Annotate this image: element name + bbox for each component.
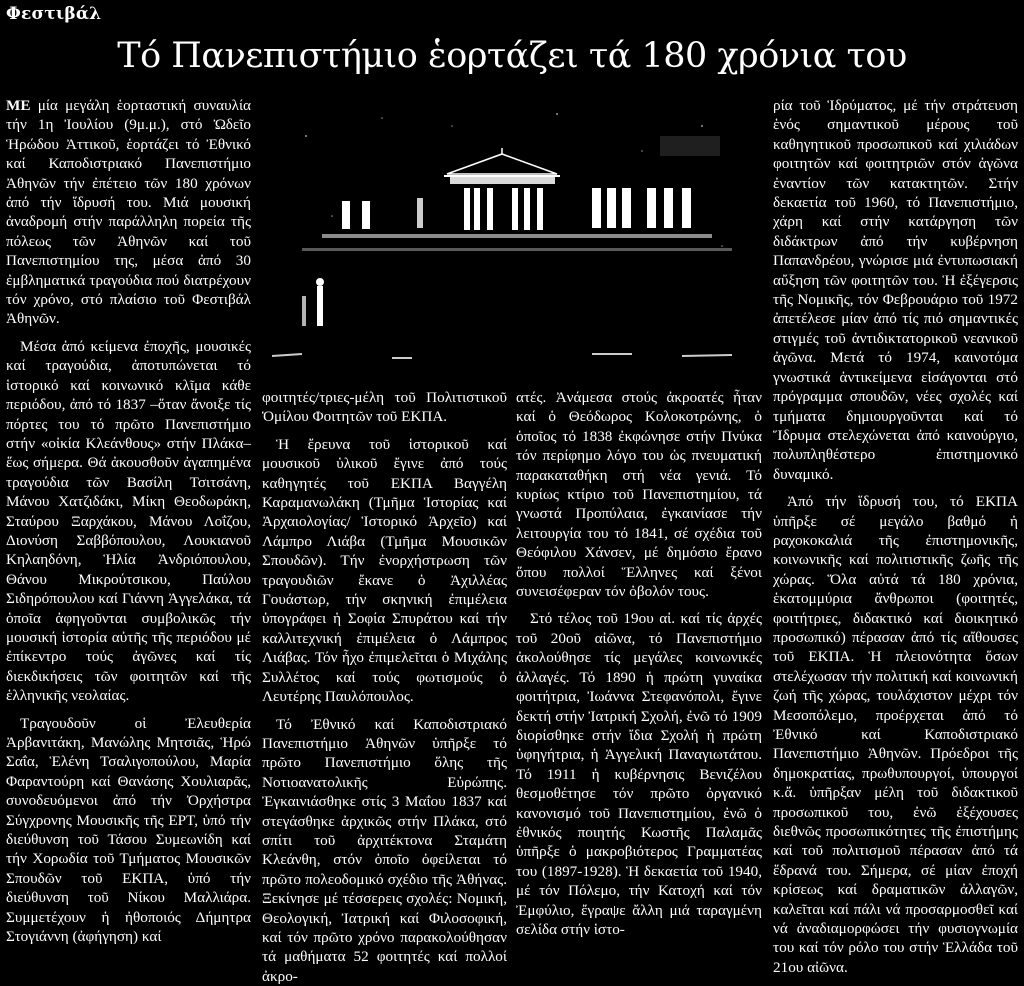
paragraph: Τραγουδοῦν οἱ Ἐλευθερία Ἀρβανιτάκη, Μανώλης Μητσιᾶς, Ἡρώ Σαΐα, Ἑλένη Τσαλιγοπούλου, Μαρία Φαραντούρη καί Θανάσης Χουλιαρᾶς, συνοδευόμενοι ἀπό τήν Ὀρχήστρα Σύγχρονης Μουσικῆς τῆς ΕΡΤ, ὑπό τήν διεύθυνση τοῦ Τάσου Συμεωνίδη καί τήν Χορωδία τοῦ Τμήματος Μουσικῶν Σπουδῶν τοῦ ΕΚΠΑ, ὑπό τήν διεύθυνση τοῦ Νίκου Μαλλιάρα. Συμμετέχουν ἡ ἠθοποιός Δήμητρα Στογιάννη (ἀφήγηση) καί [6, 714, 251, 947]
paragraph: Ἡ ἔρευνα τοῦ ἱστορικοῦ καί μουσικοῦ ὑλικοῦ ἔγινε ἀπό τούς καθηγητές τοῦ ΕΚΠΑ Βαγγέλη Καραμανωλάκη (Τμῆμα Ἱστορίας καί Ἀρχαιολογίας/ Ἱστορικό Ἀρχεῖο) καί Λάμπρο Λιάβα (Τμῆμα Μουσικῶν Σπουδῶν). Τήν ἐνορχήστρωση τῶν τραγουδιῶν ἔκανε ὁ Ἀχιλλέας Γουάστωρ, τήν σκηνική ἐπιμέλεια ὑπογράφει ἡ Σοφία Σπυράτου καί τήν καλλιτεχνική ἐπιμέλεια ὁ Λάμπρος Λιάβας. Τόν ἦχο ἐπιμελεῖται ὁ Μιχάλης Συλλέτος καί τούς φωτισμούς ὁ Λευτέρης Παυλόπουλος. [262, 435, 507, 707]
article-column-2 [262, 388, 507, 986]
paragraph: Στό τέλος τοῦ 19ου αἰ. καί τίς ἀρχές τοῦ 20οῦ αἰῶνα, τό Πανεπιστήμιο ἀκολούθησε τίς μεγάλες κοινωνικές ἀλλαγές. Τό 1890 ἡ πρώτη γυναίκα φοιτήτρια, Ἰωάννα Στεφανόπολι, ἔγινε δεκτή στήν Ἰατρική Σχολή, ἐνῶ τό 1909 διορίσθηκε στήν ἴδια Σχολή ἡ πρώτη ὑφηγήτρια, ἡ Ἀγγελική Παναγιωτάτου. Τό 1911 ἡ κυβέρνησις Βενιζέλου θεσμοθέτησε τόν πρῶτο ὀργανικό κανονισμό τοῦ Πανεπιστημίου, ἐνῶ ὁ ἐθνικός ποιητής Κωστῆς Παλαμᾶς ὑπῆρξε ὁ μακροβιότερος Γραμματέας του (1897-1928). Ἡ δεκαετία τοῦ 1940, μέ τόν Πόλεμο, τήν Κατοχή καί τόν Ἐμφύλιο, ἔγραψε ἄλλη μιά ταραγμένη σελίδα στήν ἱστο- [516, 609, 762, 939]
section-label: Φεστιβάλ [6, 4, 101, 24]
lead-bold: ΜΕ [6, 97, 30, 114]
paragraph-text: μία μεγάλη ἑορταστική συναυλία τήν 1η Ἰουλίου (9μ.μ.), στό Ὠδεῖο Ἡρώδου Ἀττικοῦ, ἑορτάζει τό Ἐθνικό καί Καποδιστριακό Πανεπιστήμιο Ἀθηνῶν τήν ἐπέτειο τῶν 180 χρόνων ἀπό τήν ἵδρυσή του. Μιά μουσική ἀναδρομή στήν παράλληλη πορεία τῆς πόλεως τῶν Ἀθηνῶν καί τοῦ Πανεπιστημίου της, μέσα ἀπό 30 ἐμβληματικά τραγούδια πού διατρέχουν τόν χρόνο, στό πλαίσιο τοῦ Φεστιβάλ Ἀθηνῶν. [6, 97, 251, 327]
paragraph: ρία τοῦ Ἱδρύματος, μέ τήν στράτευση ἑνός σημαντικοῦ μέρους τοῦ καθηγητικοῦ προσωπικοῦ καί χιλιάδων φοιτητῶν καί φοιτητριῶν στόν ἀγῶνα ἐναντίον τῶν κατακτητῶν. Στήν δεκαετία τοῦ 1960, τό Πανεπιστήμιο, χάρη καί στήν κατάργηση τῶν διδάκτρων ἀπό τήν κυβέρνηση Παπανδρέου, γνώρισε μιά ἐντυπωσιακή αὔξηση τῶν φοιτητῶν του. Ἡ ἐξέγερσις τῆς Νομικῆς, τόν Φεβρουάριο τοῦ 1972 ἀπετέλεσε μίαν ἀπό τίς πιό σημαντικές στιγμές τοῦ ἀντιδικτατορικοῦ νεανικοῦ ἀγῶνα. Μετά τό 1974, καινοτόμα γνωστικά ἀντικείμενα εἰσάγονται στό πρόγραμμα σπουδῶν, νέες σχολές καί τμήματα δημιουργοῦνται καί τό Ἵδρυμα στελεχώνεται ἀπό καινούργιο, πολυπληθέστερο ἐπιστημονικό δυναμικό. [773, 96, 1018, 484]
paragraph: Μέσα ἀπό κείμενα ἐποχῆς, μουσικές καί τραγούδια, ἀποτυπώνεται τό ἱστορικό καί κοινωνικό κλῖμα κάθε περιόδου, ἀπό τό 1837 –ὅταν ἄνοιξε τίς πόρτες του τό πρῶτο Πανεπιστήμιο στήν «οἰκία Κλεάνθους» στήν Πλάκα– ἕως σήμερα. Θά ἀκουσθοῦν ἀγαπημένα τραγούδια τῶν Βασίλη Τσιτσάνη, Μάνου Χατζιδάκι, Μίκη Θεοδωράκη, Σταύρου Ξαρχάκου, Μάνου Λοΐζου, Διονύση Σαββόπουλου, Λουκιανοῦ Κηλαηδόνη, Ἡλία Ἀνδριόπουλου, Θάνου Μικρούτσικου, Παύλου Σιδηρόπουλου καί Γιάννη Ἀγγελάκα, τά ὁποῖα ἀφηγοῦνται συμβολικῶς τήν μουσική ἱστορία αὐτῆς τῆς περιόδου μέ ἐπίκεντρο τούς ἀγῶνες καί τίς διεκδικήσεις τῶν φοιτητῶν καί τῆς ἑλληνικῆς νεολαίας. [6, 337, 251, 706]
article-column-1 [6, 96, 251, 946]
paragraph: Τό Ἐθνικό καί Καποδιστριακό Πανεπιστήμιο Ἀθηνῶν ὑπῆρξε τό πρῶτο Πανεπιστήμιο ὅλης τῆς Νοτιοανατολικῆς Εὐρώπης. Ἐγκαινιάσθηκε στίς 3 Μαΐου 1837 καί στεγάσθηκε ἀρχικῶς στήν Πλάκα, στό σπίτι τοῦ ἀρχιτέκτονα Σταμάτη Κλεάνθη, στόν ὁποῖο ὀφείλεται τό πρῶτο πολεοδομικό σχέδιο τῆς Ἀθήνας. Ξεκίνησε μέ τέσσερεις σχολές: Νομική, Θεολογική, Ἰατρική καί Φιλοσοφική, καί τόν πρῶτο χρόνο παρακολούθησαν τά μαθήματα 52 φοιτητές καί πολλοί ἀκρο- [262, 715, 507, 986]
university-propylaea-photo [262, 96, 762, 379]
paragraph: φοιτητές/τριες-μέλη τοῦ Πολιτιστικοῦ Ὁμίλου Φοιτητῶν τοῦ ΕΚΠΑ. [262, 388, 507, 427]
article-column-4 [773, 96, 1018, 977]
article-column-3 [516, 388, 762, 939]
headline: Τό Πανεπιστήμιο ἑορτάζει τά 180 χρόνια του [0, 36, 1024, 76]
paragraph [6, 96, 251, 329]
paragraph: Ἀπό τήν ἵδρυσή του, τό ΕΚΠΑ ὑπῆρξε σέ μεγάλο βαθμό ἡ ραχοκοκαλιά τῆς ἐπιστημονικῆς, κοινωνικῆς καί πολιτιστικῆς ζωῆς τῆς χώρας. Ὅλα αὐτά τά 180 χρόνια, ἑκατομμύρια ἄνθρωποι (φοιτητές, φοιτήτριες, διδακτικό καί διοικητικό προσωπικό) πέρασαν ἀπό τίς αἴθουσες τοῦ ΕΚΠΑ. Ἡ πλειονότητα ὅσων στελέχωσαν τήν πολιτική καί κοινωνική ζωή τῆς χώρας, τουλάχιστον μέχρι τόν Μεσοπόλεμο, προέρχεται ἀπό τό Ἐθνικό καί Καποδιστριακό Πανεπιστήμιο Ἀθηνῶν. Πρόεδροι τῆς δημοκρατίας, πρωθυπουργοί, ὑπουργοί κ.ἄ. ὑπῆρξαν μέλη τοῦ διδακτικοῦ προσωπικοῦ του, ἐνῶ ἐξέχουσες διεθνῶς προσωπικότητες τῆς ἐπιστήμης καί τοῦ πολιτισμοῦ πέρασαν ἀπό τά ἕδρανά του. Σήμερα, σέ μίαν ἐποχή κρίσεως καί δραματικῶν ἀλλαγῶν, καλεῖται καί πάλι νά προσαρμοσθεῖ καί νά ἀναδιαμορφώσει τήν φυσιογνωμία του καί τόν ρόλο του στήν Ἑλλάδα τοῦ 21ου αἰῶνα. [773, 492, 1018, 977]
paragraph: ατές. Ἀνάμεσα στούς ἀκροατές ἦταν καί ὁ Θεόδωρος Κολοκοτρώνης, ὁ ὁποῖος τό 1838 ἐκφώνησε στήν Πνύκα τόν περίφημο λόγο του ὡς πνευματική παρακαταθήκη στή νέα γενιά. Τό κυρίως κτίριο τοῦ Πανεπιστημίου, τά γνωστά Προπύλαια, ἐγκαινίασε τήν λειτουργία του τό 1841, σέ σχέδια τοῦ Θεόφιλου Χάνσεν, μέ δημόσιο ἔρανο ὅπου πολλοί Ἕλληνες καί ξένοι συνεισέφεραν τόν ὀβολόν τους. [516, 388, 762, 601]
